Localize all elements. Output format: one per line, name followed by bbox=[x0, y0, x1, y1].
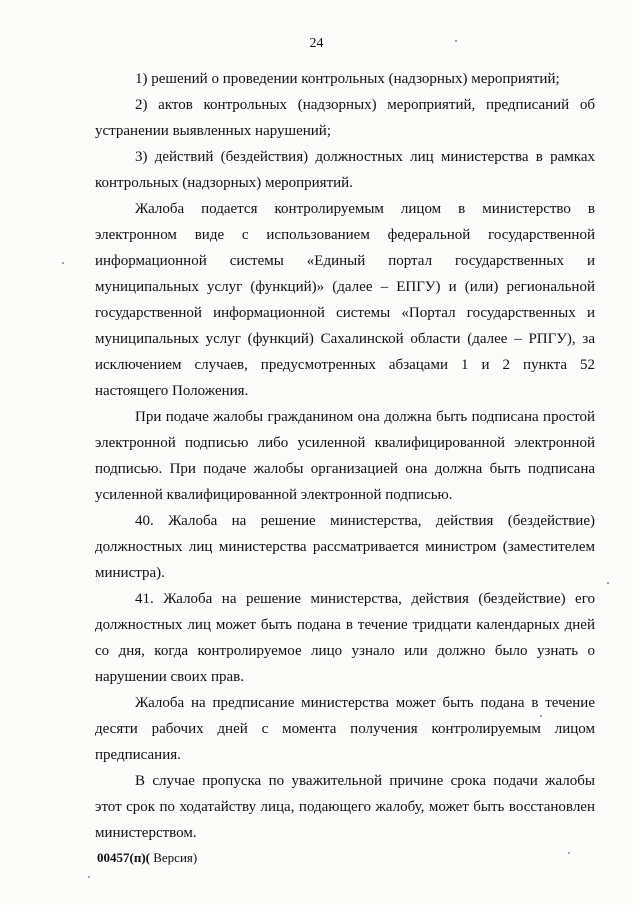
paragraph-deadline-restore: В случае пропуска по уважительной причине срока подачи жалобы этот срок по ходатайству лица, подающего жалобу, может быть восстановлен министерством. bbox=[95, 773, 595, 841]
paragraph-complaint-submission: Жалоба подается контролируемым лицом в министерство в электронном виде с использованием федеральной государственной информационной системы «Единый портал государственных и муниципальных услуг (функций)» (далее – ЕПГУ) и (или) региональной государственной информационной системы «Портал государственных и муниципальных услуг (функций) Сахалинской области (далее – РПГУ), за исключением случаев, предусмотренных абзацами 1 и 2 пункта 52 настоящего Положения. bbox=[95, 201, 595, 399]
page-number: 24 bbox=[309, 36, 324, 51]
paragraph-40: 40. Жалоба на решение министерства, действия (бездействие) должностных лиц министерства рассматривается министром (заместителем министра). bbox=[95, 513, 595, 581]
document-footer-code bbox=[97, 850, 197, 866]
paragraph-item-3: 3) действий (бездействия) должностных лиц министерства в рамках контрольных (надзорных) мероприятий. bbox=[95, 149, 595, 191]
document-body bbox=[95, 66, 595, 846]
scan-speck bbox=[62, 262, 64, 264]
footer-version: Версия) bbox=[149, 850, 198, 865]
scan-speck bbox=[607, 582, 609, 584]
paragraph-signature: При подаче жалобы гражданином она должна быть подписана простой электронной подписью либо усиленной квалифицированной электронной подписью. При подаче жалобы организацией она должна быть подписана усиленной квалифицированной электронной подписью. bbox=[95, 409, 595, 503]
scan-speck bbox=[455, 40, 457, 42]
paragraph-item-1: 1) решений о проведении контрольных (надзорных) мероприятий; bbox=[135, 71, 560, 87]
paragraph-item-2: 2) актов контрольных (надзорных) мероприятий, предписаний об устранении выявленных нарушений; bbox=[95, 97, 595, 139]
scan-speck bbox=[568, 852, 570, 854]
footer-code: 00457(п)( bbox=[97, 850, 150, 865]
scan-speck bbox=[88, 876, 90, 878]
scan-speck bbox=[540, 715, 542, 717]
paragraph-41: 41. Жалоба на решение министерства, действия (бездействие) его должностных лиц может быть подана в течение тридцати календарных дней со дня, когда контролируемое лицо узнало или должно было узнать о нарушении своих прав. bbox=[95, 591, 595, 685]
paragraph-prescription: Жалоба на предписание министерства может быть подана в течение десяти рабочих дней с момента получения контролируемым лицом предписания. bbox=[95, 695, 595, 763]
